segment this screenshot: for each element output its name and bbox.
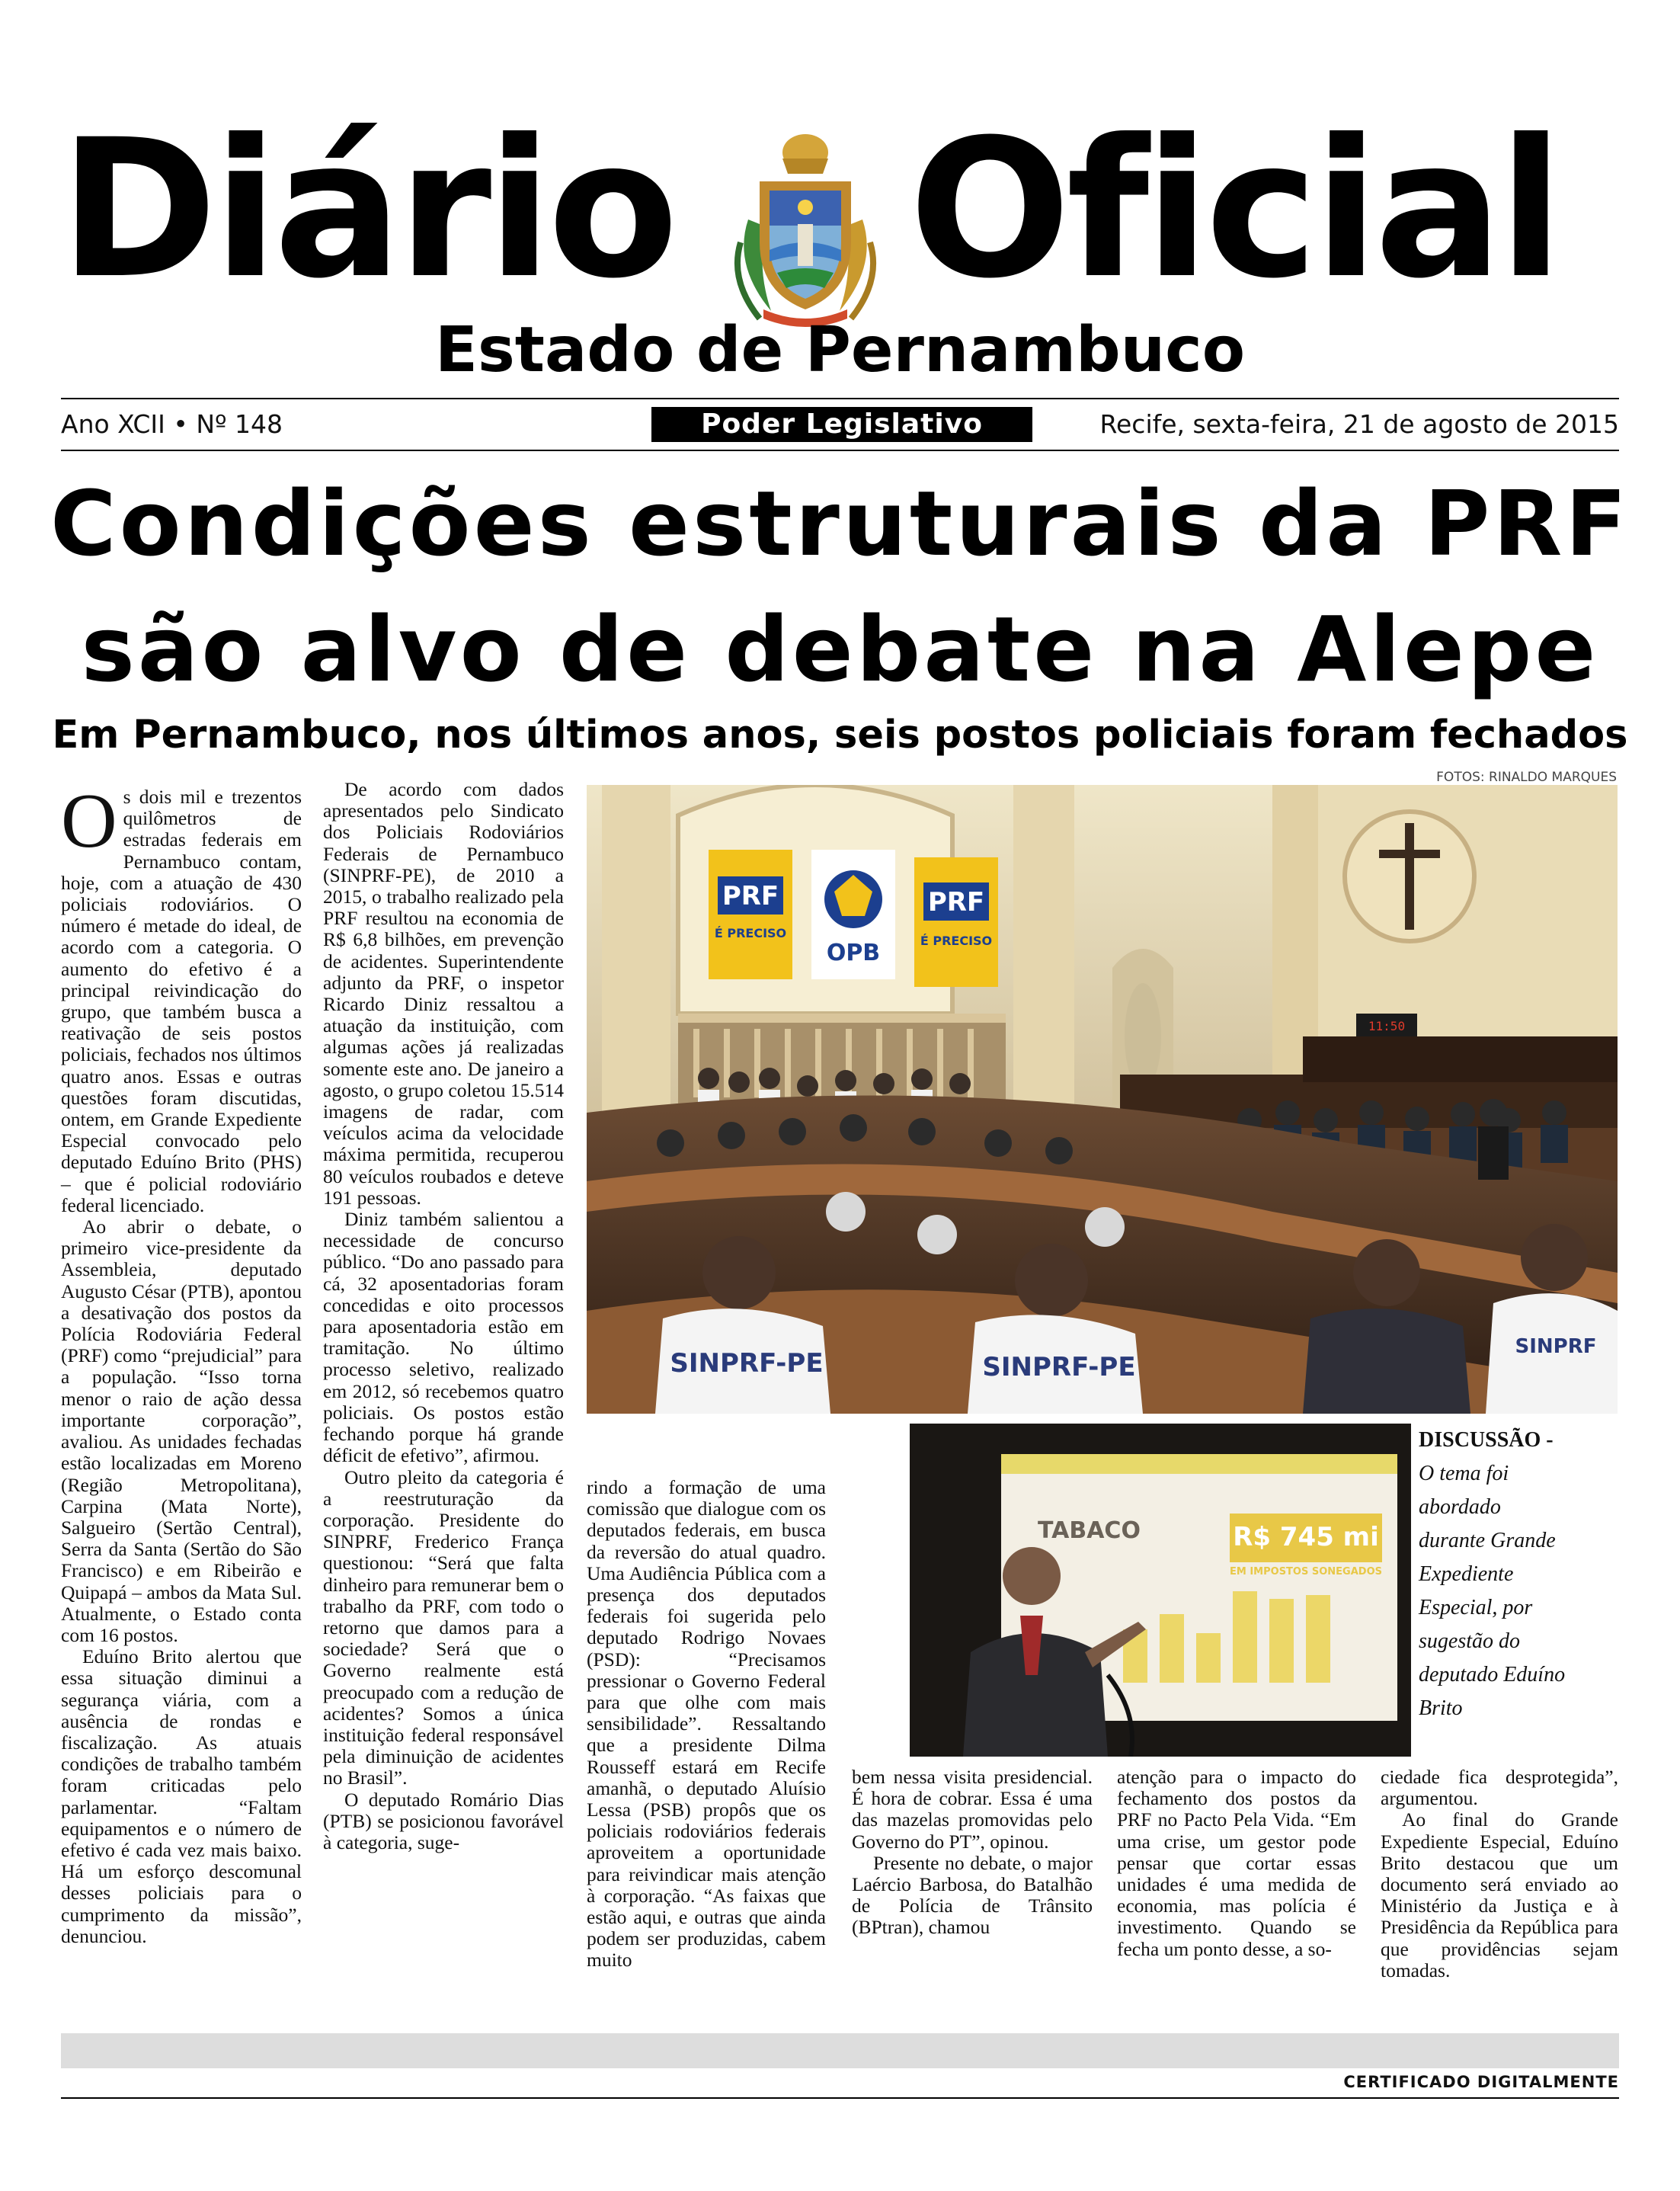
shirt-text-center: SINPRF-PE [982,1352,1136,1382]
paragraph: De acordo com dados apresentados pelo Sindicato dos Policiais Rodoviários Federais de Pernambuco (SINPRF-PE), de 2010 a 2015, o trabalho realizado pela PRF resultou na economia de R$ 6,8 bilhões, em prevenção de acidentes. Superintendente adjunto da PRF, o inspetor Ricardo Diniz ressaltou a atuação da instituição, com algumas ações já realizadas somente este ano. De janeiro a agosto, o grupo coletou 15.514 imagens de radar, com veículos acima da velocidade máxima permitida, recuperou 80 veículos roubados e deteve 191 pessoas. [323,778,564,1209]
paragraph: ciedade fica desprotegida”, argumentou. [1381,1766,1618,1810]
dropcap: O [61,778,117,864]
masthead-subtitle: Estado de Pernambuco [434,314,1246,386]
masthead-top-rule [61,398,1619,399]
shirt-text-right: SINPRF [1515,1335,1597,1358]
assembly-chamber-photo [587,785,1618,1414]
certification-label: CERTIFICADO DIGITALMENTE [1343,2073,1619,2091]
shirt-text-left: SINPRF-PE [670,1348,824,1379]
masthead-bottom-rule [61,450,1619,451]
paragraph: Outro pleito da categoria é a reestruturação da corporação. Presidente do SINPRF, Frederico França questionou: “Será que falta dinheiro para remunerar bem o trabalho da PRF, com todo o retorno que damos para a sociedade? Será que o Governo realmente está preocupado com a redução de acidentes? Somos a única instituição federal responsável pela diminuição de acidentes no Brasil”. [323,1465,564,1789]
slide-value: R$ 745 mi [1233,1522,1379,1552]
article-column-4 [852,1767,1093,1939]
svg-text:OPB: OPB [826,940,881,966]
paragraph: rindo a formação de uma comissão que dialogue com os deputados federais, em busca da reversão do atual quadro. Uma Audiência Pública com a presença dos deputados federais foi sugerida pelo deputado Rodrigo Novaes (PSD): “Precisamos pressionar o Governo Federal para que olhe com mais sensibilidade”. Ressaltando que a presidente Dilma Rousseff estará em Recife amanhã, o deputado Aluísio Lessa (PSB) propôs que os policiais rodoviários federais aproveitem a oportunidade para reivindicar mais atenção à corporação. “As faixas que estão aqui, e outras que ainda podem ser produzidas, cabem muito [587,1476,826,1972]
deck: Em Pernambuco, nos últimos anos, seis postos policiais foram fechados [52,713,1628,758]
article-column-5 [1117,1767,1356,1960]
footer-rule [61,2097,1619,2099]
headline-line-2: são alvo de debate na Alepe [81,597,1599,702]
photo-credit: FOTOS: RINALDO MARQUES [1436,770,1617,785]
paragraph: Ao final do Grande Expediente Especial, Eduíno Brito destacou que um documento será enviado ao Ministério da Justiça e à Presidência da República para que providências sejam tomadas. [1381,1808,1618,1981]
caption-text: O tema foi abordado durante Grande Expediente Especial, por sugestão do deputado Eduíno Brito [1419,1462,1566,1720]
paragraph: O deputado Romário Dias (PTB) se posicionou favorável à categoria, suge- [323,1788,564,1853]
paragraph: Diniz também salientou a necessidade de concurso público. “Do ano passado para cá, 32 aposentadorias foram concedidas e oito processos para aposentadoria estão em tramitação. No último processo seletivo, realizado em 2012, só recebemos quatro policiais. Os postos estão fechando porque há grande déficit de efetivo”, afirmou. [323,1208,564,1467]
masthead-title-right: Oficial [909,98,1560,320]
headline [46,461,1634,713]
speaker-presentation-photo [910,1424,1411,1757]
paragraph: Eduíno Brito alertou que essa situação diminui a segurança viária, com a ausência de rondas e fiscalização. As atuais condições de trabalho também foram criticadas pelo parlamentar. “Faltam equipamentos e o número de efetivo é cada vez mais baixo. Há um esforço descomunal desses policiais para o cumprimento da missão”, denunciou. [61,1645,302,1947]
article-column-1 [61,778,302,1947]
pernambuco-coat-of-arms-icon [725,128,885,328]
article-column-2 [323,779,564,1853]
svg-text:PRF: PRF [927,887,985,918]
article-column-3 [587,1477,826,1972]
svg-text:PRF: PRF [722,881,779,911]
svg-text:É PRECISO: É PRECISO [920,934,993,948]
slide-title: TABACO [1038,1517,1141,1544]
main-photo [587,785,1618,1414]
photo-caption [1419,1424,1571,1725]
paragraph: Os dois mil e trezentos quilômetros de estradas federais em Pernambuco contam, hoje, com a atuação de 430 policiais rodoviários. O número é metade do ideal, de acordo com a categoria. O aumento do efetivo é a principal reivindicação do grupo, que também busca a reativação de seis postos policiais, fechados nos últimos quatro anos. Essas e outras questões foram discutidas, ontem, em Grande Expediente Especial convocado pelo deputado Eduíno Brito (PHS) – que é policial rodoviário federal licenciado. [61,778,302,1216]
masthead-title-left: Diário [59,98,674,320]
svg-text:11:50: 11:50 [1368,1019,1406,1033]
paragraph: Presente no debate, o major Laércio Barbosa, do Batalhão de Polícia de Trânsito (BPtran), chamou [852,1851,1093,1939]
headline-line-1: Condições estruturais da PRF [50,471,1630,576]
secondary-photo [910,1424,1411,1757]
caption-title: DISCUSSÃO - [1419,1428,1554,1452]
info-bar [61,402,1619,447]
paragraph: bem nessa visita presidencial. É hora de cobrar. Essa é uma das mazelas promovidas pelo Governo do PT”, opinou. [852,1766,1093,1853]
section-label: Poder Legislativo [651,407,1032,442]
paragraph: Ao abrir o debate, o primeiro vice-presidente da Assembleia, deputado Augusto César (PTB), apontou a desativação dos postos da Polícia Rodoviária Federal (PRF) como “prejudicial” para a população. “Isso torna menor o raio de ação dessa importante corporação”, avaliou. As unidades fechadas estão localizadas em Moreno (Região Metropolitana), Carpina (Mata Norte), Salgueiro (Sertão Central), Serra da Santa (Sertão do São Francisco) e em Ribeirão e Quipapá – ambos da Mata Sul. Atualmente, o Estado conta com 16 postos. [61,1216,302,1646]
svg-text:É PRECISO: É PRECISO [714,926,787,940]
banner-right [914,857,998,987]
article-column-6 [1381,1767,1618,1981]
footer-bar [61,2033,1619,2068]
paragraph: atenção para o impacto do fechamento dos postos da PRF no Pacto Pela Vida. “Em uma crise, um gestor pode pensar que cortar essas unidades é uma medida de economia, mas polícia é investimento. Quando se fecha um ponto desse, a so- [1117,1766,1356,1960]
dateline: Recife, sexta-feira, 21 de agosto de 2015 [1099,409,1619,439]
slide-subtitle: EM IMPOSTOS SONEGADOS [1230,1566,1382,1578]
issue-number: Ano XCII • Nº 148 [61,409,283,439]
